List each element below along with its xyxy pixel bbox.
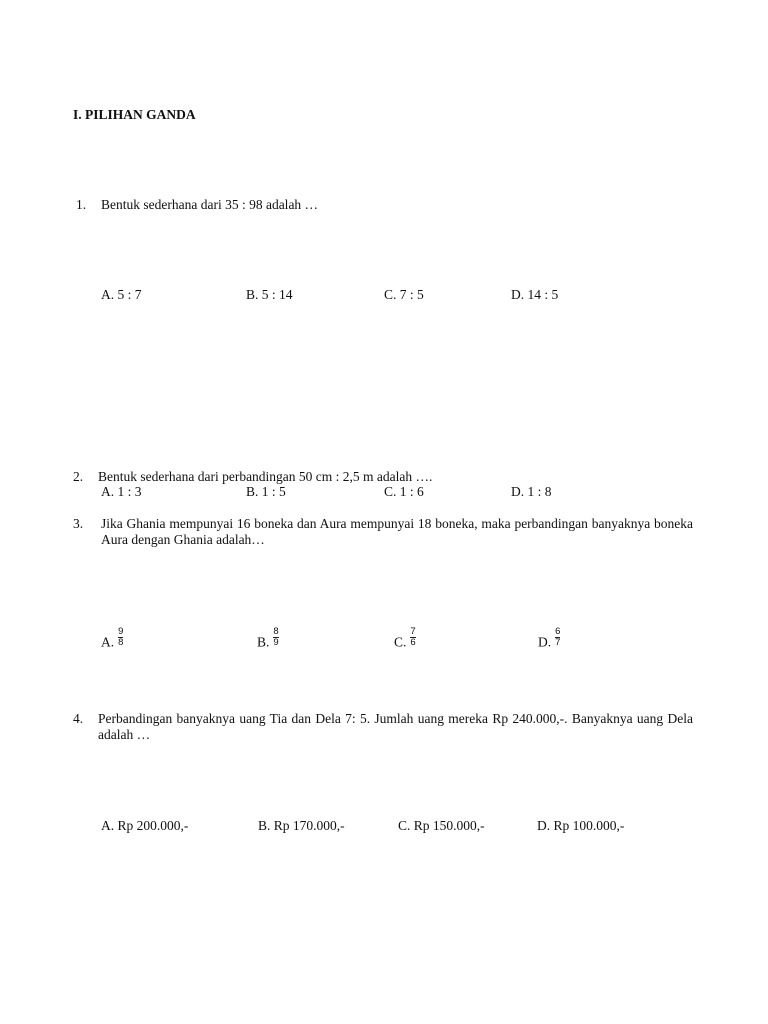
option-letter: B. — [257, 634, 270, 650]
option-letter: D. — [538, 634, 552, 650]
fraction-numerator: 7 — [410, 626, 416, 637]
question-3-option-c[interactable] — [394, 626, 417, 654]
fraction-denominator: 7 — [555, 637, 561, 648]
question-4-option-b[interactable]: B. Rp 170.000,- — [258, 818, 345, 833]
question-2-option-d[interactable]: D. 1 : 8 — [511, 484, 552, 499]
question-3-text: Jika Ghania mempunyai 16 boneka dan Aura mempunyai 18 boneka, maka perbandingan banyaknya boneka Aura dengan Ghania adalah… — [101, 516, 693, 547]
question-1-option-a[interactable]: A. 5 : 7 — [101, 287, 142, 302]
fraction-denominator: 9 — [273, 637, 279, 648]
fraction — [409, 627, 416, 648]
fraction — [554, 627, 561, 648]
question-2-text: Bentuk sederhana dari perbandingan 50 cm : 2,5 m adalah …. — [98, 469, 433, 484]
question-2-option-c[interactable]: C. 1 : 6 — [384, 484, 424, 499]
question-4-option-c[interactable]: C. Rp 150.000,- — [398, 818, 485, 833]
question-3-option-d[interactable] — [538, 626, 561, 654]
question-1-text: Bentuk sederhana dari 35 : 98 adalah … — [101, 197, 319, 212]
question-4-text: Perbandingan banyaknya uang Tia dan Dela 7: 5. Jumlah uang mereka Rp 240.000,-. Banyaknya uang Dela adalah … — [98, 711, 693, 742]
question-4-option-a[interactable]: A. Rp 200.000,- — [101, 818, 189, 833]
question-2-option-a[interactable]: A. 1 : 3 — [101, 484, 142, 499]
question-3-option-b[interactable] — [257, 626, 280, 654]
fraction-numerator: 8 — [273, 626, 279, 637]
question-1-option-d[interactable]: D. 14 : 5 — [511, 287, 559, 302]
question-1-option-c[interactable]: C. 7 : 5 — [384, 287, 424, 302]
question-2-number: 2. — [73, 469, 84, 484]
question-4-option-d[interactable]: D. Rp 100.000,- — [537, 818, 625, 833]
section-title: I. PILIHAN GANDA — [73, 107, 196, 122]
question-3-number: 3. — [73, 516, 84, 531]
question-2-option-b[interactable]: B. 1 : 5 — [246, 484, 286, 499]
question-1-option-b[interactable]: B. 5 : 14 — [246, 287, 293, 302]
question-3-option-a[interactable] — [101, 626, 124, 654]
fraction-denominator: 6 — [410, 637, 416, 648]
fraction-denominator: 8 — [118, 637, 124, 648]
fraction — [117, 627, 124, 648]
option-letter: C. — [394, 634, 407, 650]
fraction-numerator: 6 — [555, 626, 561, 637]
question-1-number: 1. — [76, 197, 87, 212]
question-4-number: 4. — [73, 711, 84, 726]
option-letter: A. — [101, 634, 115, 650]
fraction-numerator: 9 — [118, 626, 124, 637]
fraction — [272, 627, 279, 648]
